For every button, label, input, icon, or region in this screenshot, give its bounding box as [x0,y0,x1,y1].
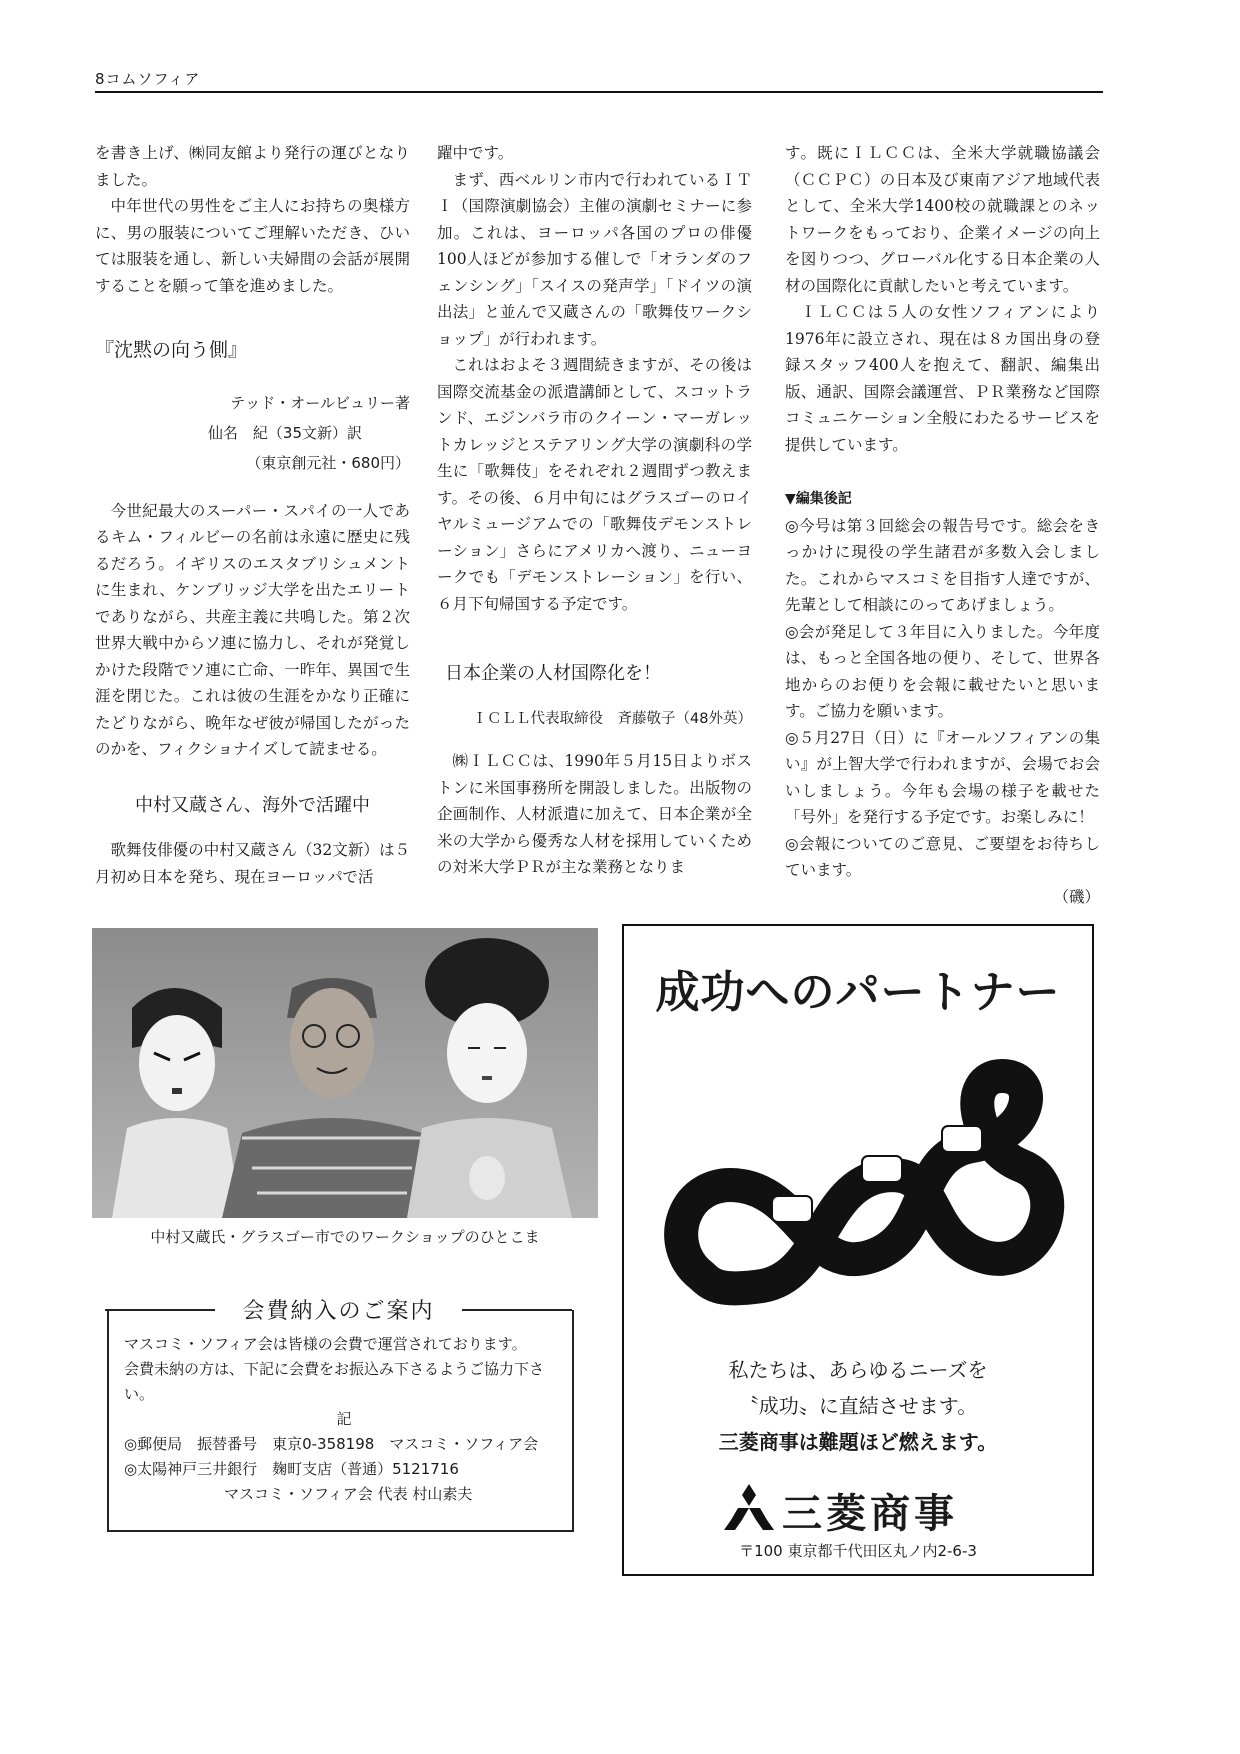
editor-note: ◎５月27日（日）に『オールソフィアンの集い』が上智大学で行われますが、会場でお会いしましょう。今年も会場の様子を載せた「号外」を発行する予定です。お楽しみに！ [785,728,1100,826]
paragraph: まず、西ベルリン市内で行われているＩＴＩ（国際演劇協会）主催の演劇セミナーに参加。これは、ヨーロッパ各国のプロの俳優100人ほどが参加する催しで「オランダのフェンシング」「スイスの発声学」「ドイツの演出法」と並んで又蔵さんの「歌舞伎ワークショップ」が行われます。 [437,170,752,348]
ad-copy-line: 私たちは、あらゆるニーズを [728,1358,988,1382]
paragraph: 中年世代の男性をご主人にお持ちの奥様方に、男の服装についてご理解いただき、ひいては服装を通し、新しい夫婦間の会話が展開することを願って筆を進めました。 [95,197,410,295]
paragraph: す。既にＩＬＣＣは、全米大学就職協議会（ＣＣＰＣ）の日本及び東南アジア地域代表として、全米大学1400校の就職課とのネットワークをもっており、企業イメージの向上を図りつつ、グローバル化する日本企業の人材の国際化に貢献したいと考えています。 [785,144,1100,295]
section-heading: 中村又蔵さん、海外で活躍中 [134,794,371,816]
fee-bank: ◎太陽神戸三井銀行 麹町支店（普通）5121716 [124,1460,459,1478]
column-1 [95,140,410,890]
column-2 [437,140,752,881]
paragraph: ㈱ＩＬＣＣは、1990年５月15日よりボストンに米国事務所を開設しました。出版物の企画制作、人材派遣に加えて、日本企業が全米の大学から優秀な人材を採用していくための対米大学ＰＲが主な業務となりま [437,752,752,876]
infinity-handshake-icon [642,1046,1074,1346]
book-title: 『沈黙の向う側』 [95,339,248,361]
editor-note: ◎会報についてのご意見、ご要望をお待ちしています。 [785,834,1100,879]
paragraph: ＩＬＣＣは５人の女性ソフィアンにより1976年に設立され、現在は８カ国出身の登録スタッフ400人を抱えて、翻訳、編集出版、通訳、国際会議運営、ＰＲ業務など国際コミュニケーション全般にわたるサービスを提供しています。 [785,303,1100,454]
company-name: 三菱商事 [782,1491,958,1537]
editor-notes-heading: ▼編集後記 [785,491,852,507]
editor-note: ◎今号は第３回総会の報告号です。総会をきっかけに現役の学生諸君が多数入会しました。これからマスコミを目指す人達ですが、先輩として相談にのってあげましょう。 [785,516,1100,614]
fee-line: マスコミ・ソフィア会は皆様の会費で運営されております。 [124,1335,527,1353]
company-logo [724,1482,1024,1537]
fee-box-top-rule [105,1308,572,1312]
book-translator: 仙名 紀（35文新）訳 [207,423,362,442]
header-rule [95,91,1103,93]
workshop-photo [92,928,598,1218]
three-diamonds-icon [724,1484,774,1530]
fee-line: 会費未納の方は、下記に会費をお振込み下さるようご協力下さい。 [124,1360,545,1403]
fee-representative: マスコミ・ソフィア会 代表 村山素夫 [224,1485,473,1503]
book-byline [95,388,410,478]
page-header: 8コムソフィア [95,70,201,88]
ad-copy-line: 三菱商事は難題ほど燃えます。 [718,1430,998,1454]
paragraph: 歌舞伎俳優の中村又蔵さん（32文新）は５月初め日本を発ち、現在ヨーロッパで活 [95,841,410,886]
paragraph: これはおよそ３週間続きますが、その後は国際交流基金の派遣講師として、スコットランド、エジンバラ市のクイーン・マーガレットカレッジとステアリング大学の演劇科の学生に「歌舞伎」をそれぞれ２週間ずつ教えます。その後、６月中旬にはグラスゴーのロイヤルミュージアムでの「歌舞伎デモンストレーション」さらにアメリカへ渡り、ニューヨークでも「デモンストレーション」を行い、６月下旬帰国する予定です。 [437,356,752,613]
ad-title: 成功へのパートナー [655,967,1061,1018]
mitsubishi-ad [622,924,1094,1576]
photo-caption: 中村又蔵氏・グラスゴー市でのワークショップのひとこま [150,1228,540,1246]
book-publisher: （東京創元社・680円） [246,453,410,472]
fee-body [124,1332,564,1507]
fee-ki: 記 [336,1410,352,1428]
company-address: 〒100 東京都千代田区丸ノ内2-6-3 [739,1542,977,1560]
fee-title-text: 会費納入のご案内 [234,1299,442,1324]
editor-note: ◎会が発足して３年目に入りました。今年度は、もっと全国各地の便り、そして、世界各地からのお便りを会報に載せたいと思います。ご協力を願います。 [785,622,1100,720]
paragraph: 今世紀最大のスーパー・スパイの一人であるキム・フィルビーの名前は永遠に歴史に残るだろう。イギリスのエスタブリシュメントに生まれ、ケンブリッジ大学を出たエリートでありながら、共産主義に共鳴した。第２次世界大戦中からソ連に協力し、それが発覚しかけた段階でソ連に亡命、一昨年、異国で生涯を閉じた。これは彼の生涯をかなり正確にたどりながら、晩年なぜ彼が帰国したがったのかを、フィクショナイズして読ませる。 [95,501,410,758]
paragraph: を書き上げ、㈱同友館より発行の運びとなりました。 [95,144,410,189]
column-3 [785,140,1100,910]
ad-copy [624,1352,1092,1460]
book-author: テッド・オールビュリー著 [230,393,410,412]
ad-copy-line: 〝成功〟に直結させます。 [738,1394,978,1418]
fee-postal: ◎郵便局 振替番号 東京0-358198 マスコミ・ソフィア会 [124,1435,539,1453]
paragraph: 躍中です。 [437,144,514,162]
photo-image [92,928,598,1218]
editor-signature: （磯） [1053,887,1100,906]
section-heading: 日本企業の人材国際化を！ [445,663,661,684]
article-author: ＩＣＬＬ代表取締役 斉藤敬子（48外英） [472,710,752,727]
